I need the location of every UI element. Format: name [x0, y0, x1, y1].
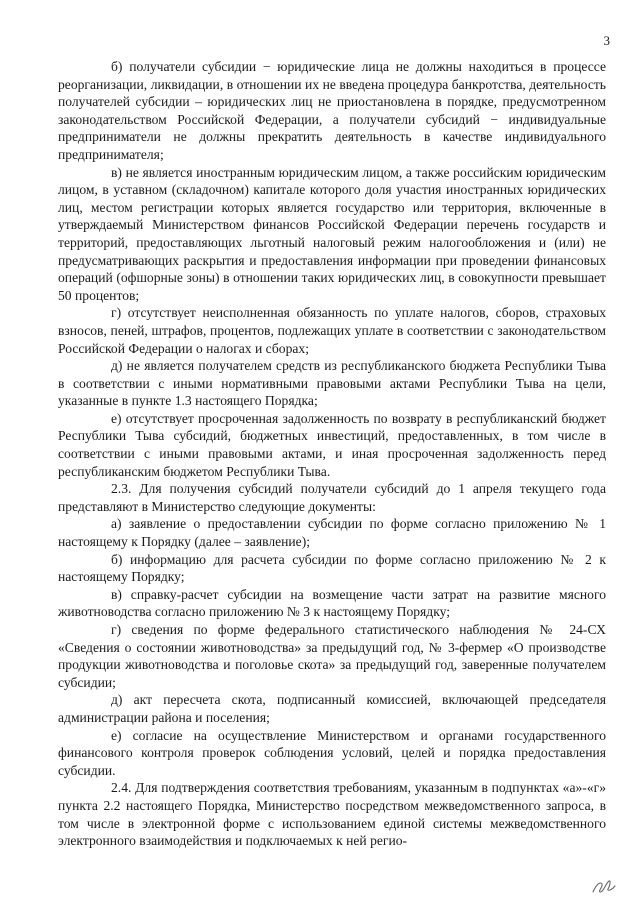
paragraph-overdue-debt: е) отсутствует просроченная задолженность по возврату в республиканский бюджет Республики Тыва субсидий, бюджетных инвестиций, предоставленных, в том числе в соответствии с иными правовыми актами, и иная просроченная задолженность перед республиканским бюджетом Республики Тыва.: [58, 410, 606, 479]
paragraph-foreign-entity: в) не является иностранным юридическим лицом, а также российским юридическим лицом, в уставном (складочном) капитале которого доля участия иностранных юридических лиц, местом регистрации которых является государство или территория, включенные в утверждаемый Министерством финансов Российской Федерации перечень государств и территорий, предоставляющих льготный налоговый режим налогообложения и (или) не предусматривающих раскрытия и предоставления информации при проведении финансовых операций (офшорные зоны) в отношении таких юридических лиц, в совокупности превышает 50 процентов;: [58, 164, 606, 303]
paragraph-recipient-status: б) получатели субсидии − юридические лица не должны находиться в процессе реорганизации, ликвидации, в отношении их не введена процедура банкротства, деятельность получателей субсидии – юридических лиц не приостановлена в порядке, предусмотренном законодательством Российской Федерации, а получатели субсидий − индивидуальные предприниматели не должны прекратить деятельность в качестве индивидуального предпринимателя;: [58, 59, 606, 162]
document-body: [58, 58, 606, 850]
paragraph-livestock-count-act: д) акт пересчета скота, подписанный комиссией, включающей председателя администрации района и поселения;: [58, 692, 606, 725]
paragraph-tax-obligations: г) отсутствует неисполненная обязанность по уплате налогов, сборов, страховых взносов, пеней, штрафов, процентов, подлежащих уплате в соответствии с законодательством Российской Федерации о налогах и сборах;: [58, 305, 606, 356]
paragraph-section-2-3: 2.3. Для получения субсидий получатели субсидий до 1 апреля текущего года представляют в Министерство следующие документы:: [58, 481, 606, 514]
paragraph-calculation-certificate: в) справку-расчет субсидии на возмещение части затрат на развитие мясного животноводства согласно приложению № 3 к настоящему Порядку;: [58, 586, 606, 620]
handwritten-initials-icon: [590, 875, 618, 897]
paragraph-application: а) заявление о предоставлении субсидии по форме согласно приложению № 1 настоящему к Порядку (далее – заявление);: [58, 516, 606, 550]
paragraph-calculation-info: б) информацию для расчета субсидии по форме согласно приложению № 2 к настоящему Порядку;: [58, 551, 606, 585]
paragraph-control-consent: е) согласие на осуществление Министерством и органами государственного финансового контроля проверок соблюдения условий, целей и порядка предоставления субсидии.: [58, 727, 606, 778]
paragraph-statistics-form: г) сведения по форме федерального статистического наблюдения № 24-СХ «Сведения о состоянии животноводства» за предыдущий год, № 3-фермер «О производстве продукции животноводства и поголовье скота» за предыдущий год, заверенные получателем субсидии;: [58, 622, 606, 690]
paragraph-other-funds: д) не является получателем средств из республиканского бюджета Республики Тыва в соответствии с иными нормативными правовыми актами Республики Тыва на цели, указанные в пункте 1.3 настоящего Порядка;: [58, 358, 606, 409]
paragraph-section-2-4: 2.4. Для подтверждения соответствия требованиям, указанным в подпунктах «а»-«г» пункта 2.2 настоящего Порядка, Министерство посредством межведомственного запроса, в том числе в электронной форме с использованием единой системы межведомственного электронного взаимодействия и подключаемых к ней регио-: [58, 780, 606, 849]
page-number: 3: [603, 33, 610, 48]
